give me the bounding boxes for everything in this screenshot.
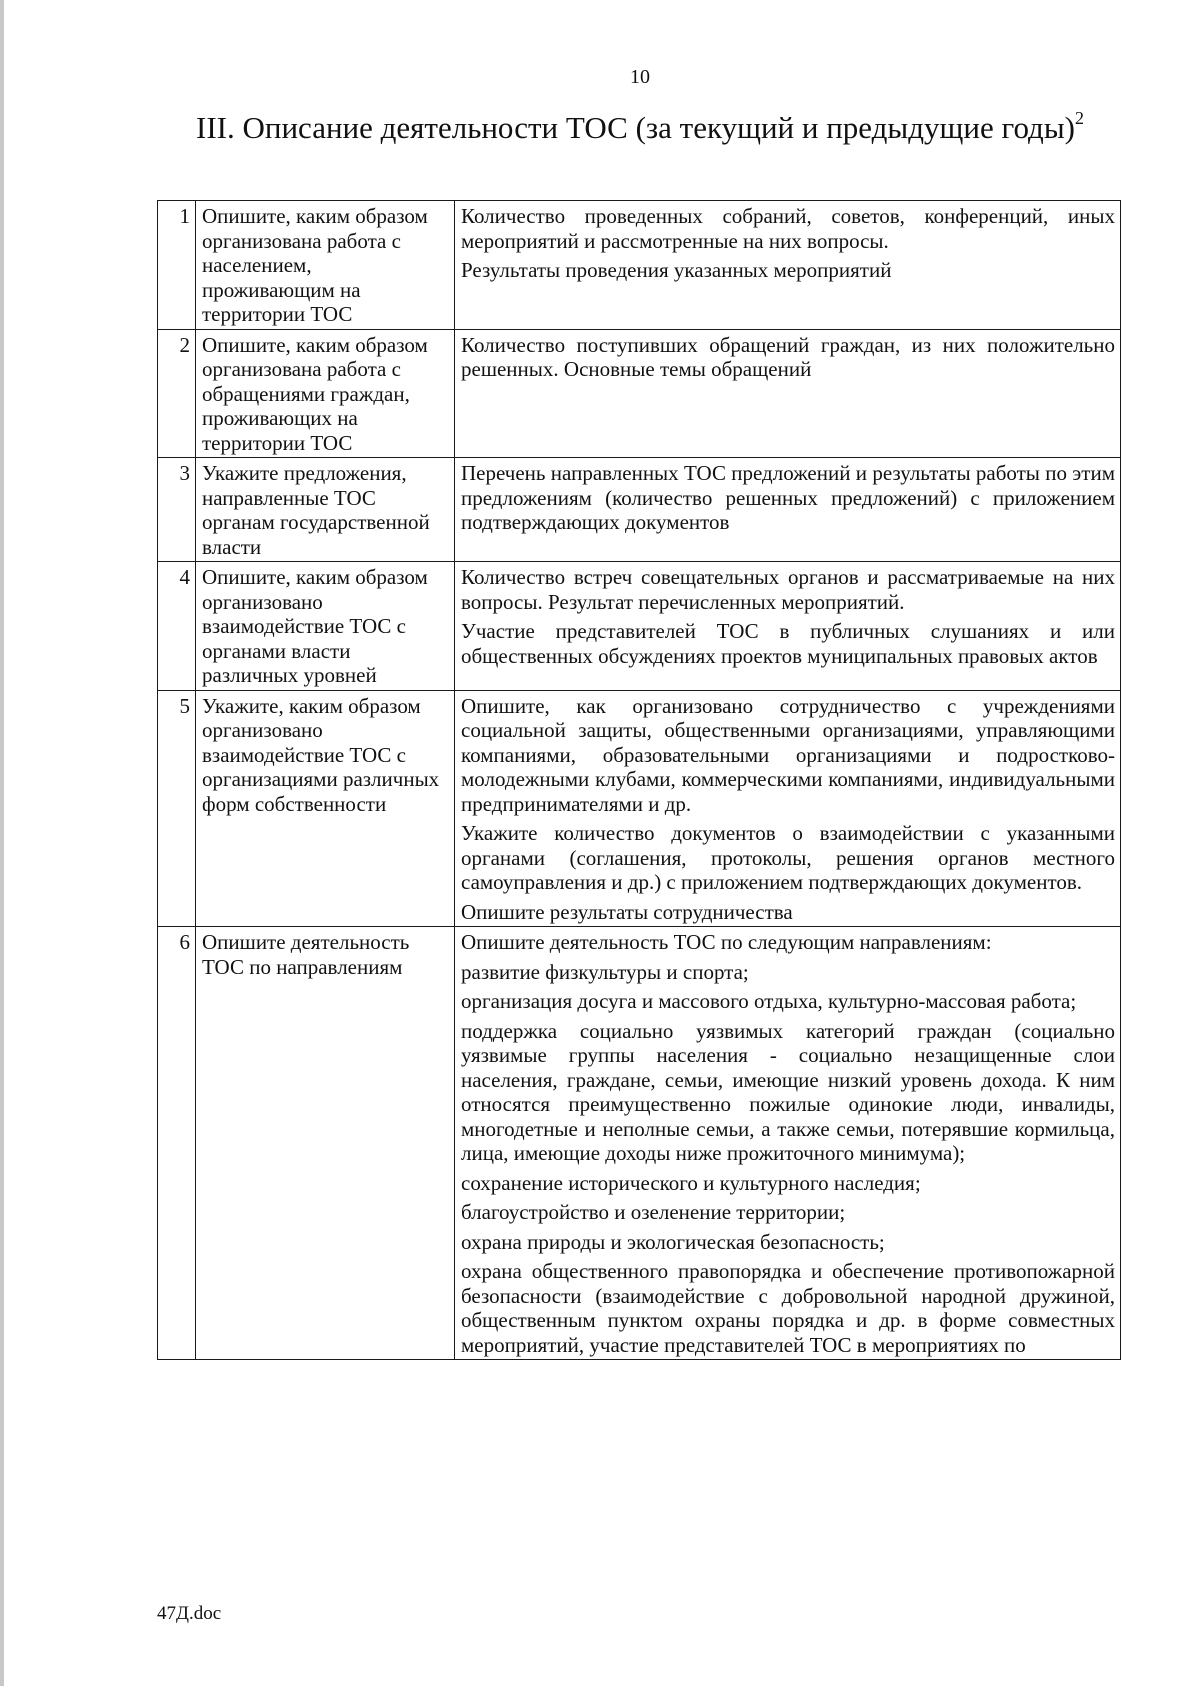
answer-paragraph: благоустройство и озеленение территории; (461, 1200, 846, 1224)
answer-paragraph: Количество поступивших обращений граждан, из них положительно решенных. Основные темы обращений (461, 332, 1115, 381)
row-question: Опишите деятельность ТОС по направлениям (196, 927, 455, 1360)
row-answer (455, 562, 1121, 691)
table-row (158, 329, 1121, 458)
answer-paragraph: организация досуга и массового отдыха, культурно-массовая работа; (461, 989, 1077, 1013)
row-question: Укажите предложения, направленные ТОС органам государственной власти (196, 458, 455, 562)
row-answer (455, 927, 1121, 1360)
row-question: Укажите, каким образом организовано взаимодействие ТОС с организациями различных форм собственности (196, 690, 455, 927)
table-row (158, 927, 1121, 1360)
answer-paragraph: Участие представителей ТОС в публичных слушаниях и или общественных обсуждениях проектов муниципальных правовых актов (461, 619, 1115, 668)
row-number: 2 (158, 329, 196, 458)
activity-table (157, 200, 1121, 1360)
answer-paragraph: Перечень направленных ТОС предложений и результаты работы по этим предложениям (количество решенных предложений) с приложением подтверждающих документов (461, 461, 1115, 534)
row-question: Опишите, каким образом организована работа с обращениями граждан, проживающих на территории ТОС (196, 329, 455, 458)
row-number: 3 (158, 458, 196, 562)
footnote-marker: 2 (1074, 108, 1084, 128)
row-question: Опишите, каким образом организована работа с населением, проживающим на территории ТОС (196, 201, 455, 330)
answer-paragraph: Количество проведенных собраний, советов, конференций, иных мероприятий и рассмотренные на них вопросы. (461, 204, 1115, 253)
row-answer (455, 329, 1121, 458)
row-question: Опишите, каким образом организовано взаимодействие ТОС с органами власти различных уровней (196, 562, 455, 691)
answer-paragraph: охрана природы и экологическая безопасность; (461, 1229, 885, 1254)
row-answer (455, 201, 1121, 330)
table-row (158, 201, 1121, 330)
answer-paragraph: Опишите деятельность ТОС по следующим направлениям: (461, 930, 992, 954)
answer-paragraph: Укажите количество документов о взаимодействии с указанными органами (соглашения, протоколы, решения органов местного самоуправления и др.) с приложением подтверждающих документов. (461, 821, 1115, 894)
row-number: 1 (158, 201, 196, 330)
answer-paragraph: развитие физкультуры и спорта; (461, 959, 749, 984)
section-title-text: III. Описание деятельности ТОС (за текущий и предыдущие годы) (196, 110, 1075, 145)
answer-paragraph: Опишите, как организовано сотрудничество с учреждениями социальной защиты, общественными организациями, управляющими компаниями, образовательными организациями и подростково-молодежными клубами, коммерческими компаниями, индивидуальными предпринимателями и др. (461, 693, 1115, 816)
answer-paragraph: поддержка социально уязвимых категорий граждан (социально уязвимые группы населения - социально незащищенные слои населения, граждане, семьи, имеющие низкий уровень дохода. К ним относятся преимущественно пожилые одинокие люди, инвалиды, многодетные и неполные семьи, а также семьи, потерявшие кормильца, лица, имеющие доходы ниже прожиточного минимума); (461, 1018, 1115, 1165)
table-row (158, 562, 1121, 691)
row-number: 5 (158, 690, 196, 927)
scan-edge (0, 0, 4, 1686)
table-row (158, 690, 1121, 927)
answer-paragraph: Опишите результаты сотрудничества (461, 899, 793, 924)
row-answer (455, 690, 1121, 927)
table-row (158, 458, 1121, 562)
answer-paragraph: охрана общественного правопорядка и обеспечение противопожарной безопасности (взаимодействие с добровольной народной дружиной, общественным пунктом охраны порядка и др. в форме совместных мероприятий, участие представителей ТОС в мероприятиях по (461, 1259, 1115, 1357)
row-answer (455, 458, 1121, 562)
answer-paragraph: Количество встреч совещательных органов и рассматриваемые на них вопросы. Результат перечисленных мероприятий. (461, 565, 1115, 614)
section-title (0, 110, 1200, 146)
answer-paragraph: сохранение исторического и культурного наследия; (461, 1170, 921, 1195)
footer-filename: 47Д.doc (157, 1603, 222, 1624)
row-number: 6 (158, 927, 196, 1360)
row-number: 4 (158, 562, 196, 691)
page-number: 10 (630, 66, 650, 88)
answer-paragraph: Результаты проведения указанных мероприятий (461, 258, 892, 282)
